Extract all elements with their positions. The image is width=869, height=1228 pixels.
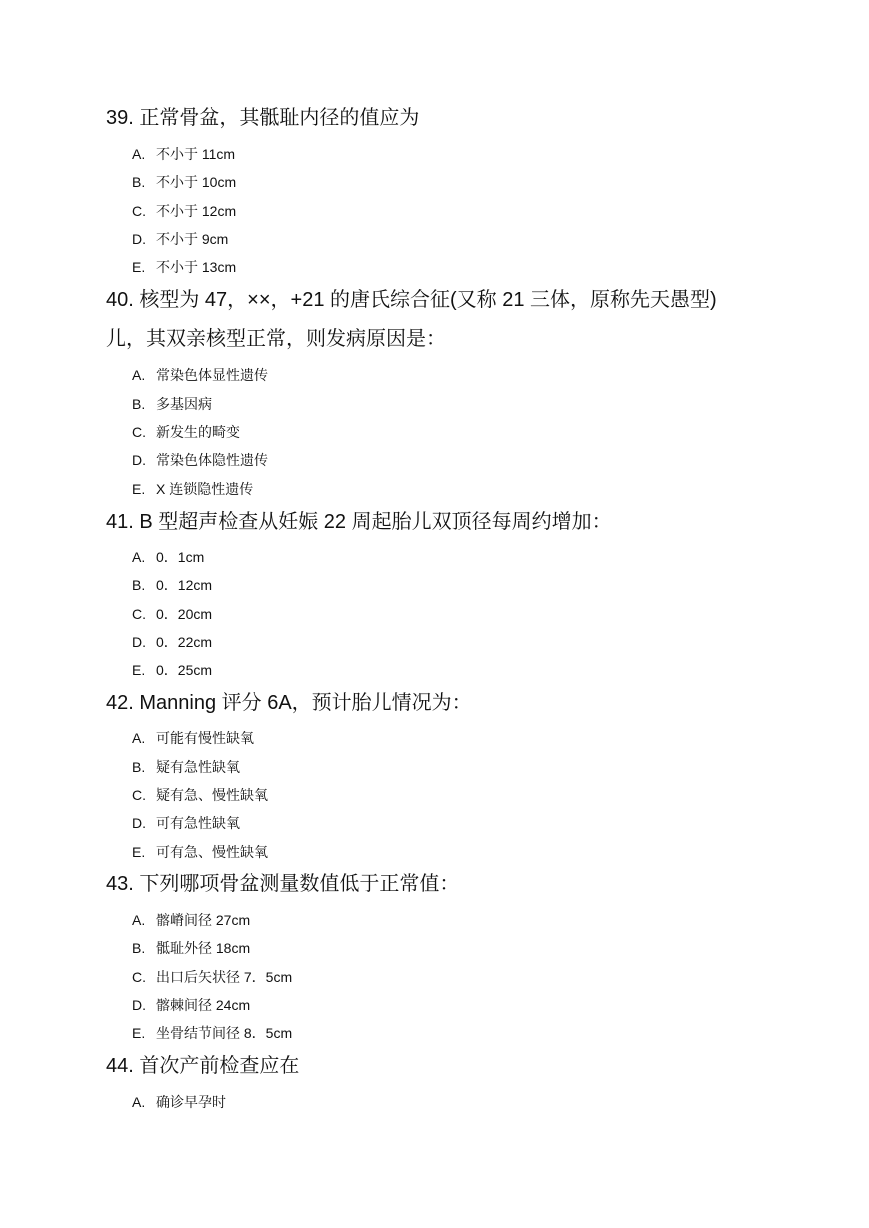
option-text: 常染色体隐性遗传: [156, 452, 268, 468]
question-text: 40. 核型为 47，××，+21 的唐氏综合征(又称 21 三体，原称先天愚型): [106, 289, 717, 311]
option-letter: D.: [132, 815, 146, 831]
option-text: 常染色体显性遗传: [156, 367, 268, 383]
option-letter: A.: [132, 912, 146, 928]
option-d: [132, 230, 228, 248]
option-text: 不小于 12cm: [156, 203, 237, 219]
option-c: [132, 202, 236, 220]
option-e: [132, 661, 212, 679]
option-text: 多基因病: [156, 396, 212, 412]
option-d: [132, 451, 268, 469]
option-letter: E.: [132, 481, 146, 497]
option-e: [132, 258, 236, 276]
question-text: 41. B 型超声检查从妊娠 22 周起胎儿双顶径每周约增加：: [106, 511, 612, 533]
option-text: 坐骨结节间径 8．5cm: [156, 1025, 293, 1041]
option-letter: E.: [132, 259, 146, 275]
option-letter: A.: [132, 146, 146, 162]
option-e: [132, 480, 253, 498]
option-text: 确诊早孕时: [156, 1094, 226, 1110]
option-b: [132, 173, 236, 191]
option-letter: C.: [132, 424, 146, 440]
option-d: [132, 814, 240, 832]
option-d: [132, 996, 250, 1014]
option-letter: A.: [132, 549, 146, 565]
option-a: [132, 145, 235, 163]
option-b: [132, 758, 240, 776]
option-letter: C.: [132, 203, 146, 219]
option-a: [132, 548, 204, 566]
option-e: [132, 843, 268, 861]
option-text: 0．20cm: [156, 606, 213, 622]
option-text: 疑有急性缺氧: [156, 759, 240, 775]
option-text: 骶耻外径 18cm: [156, 940, 251, 956]
option-letter: C.: [132, 606, 146, 622]
option-letter: B.: [132, 577, 146, 593]
option-text: 不小于 10cm: [156, 174, 237, 190]
option-c: [132, 786, 268, 804]
question-text: 44. 首次产前检查应在: [106, 1055, 300, 1077]
option-text: X 连锁隐性遗传: [156, 481, 254, 497]
option-letter: E.: [132, 1025, 146, 1041]
option-text: 0．1cm: [156, 549, 205, 565]
option-text: 疑有急、慢性缺氧: [156, 787, 268, 803]
option-text: 可有急、慢性缺氧: [156, 844, 268, 860]
option-letter: B.: [132, 396, 146, 412]
option-text: 可能有慢性缺氧: [156, 730, 254, 746]
option-b: [132, 395, 212, 413]
option-text: 不小于 9cm: [156, 231, 229, 247]
option-a: [132, 911, 250, 929]
option-letter: A.: [132, 367, 146, 383]
option-letter: E.: [132, 662, 146, 678]
option-letter: D.: [132, 452, 146, 468]
option-letter: D.: [132, 634, 146, 650]
option-b: [132, 576, 212, 594]
option-letter: B.: [132, 759, 146, 775]
option-letter: B.: [132, 174, 146, 190]
option-text: 0．22cm: [156, 634, 213, 650]
option-letter: D.: [132, 231, 146, 247]
option-letter: C.: [132, 969, 146, 985]
option-c: [132, 968, 292, 986]
option-text: 0．25cm: [156, 662, 213, 678]
option-letter: B.: [132, 940, 146, 956]
option-a: [132, 1093, 226, 1111]
option-letter: A.: [132, 1094, 146, 1110]
option-c: [132, 605, 212, 623]
question-text: 42. Manning 评分 6A，预计胎儿情况为：: [106, 692, 472, 714]
option-text: 不小于 11cm: [156, 146, 236, 162]
option-letter: A.: [132, 730, 146, 746]
question-text-continued: 儿，其双亲核型正常，则发病原因是：: [106, 328, 446, 350]
option-a: [132, 366, 268, 384]
option-b: [132, 939, 250, 957]
option-text: 0．12cm: [156, 577, 213, 593]
option-letter: D.: [132, 997, 146, 1013]
option-d: [132, 633, 212, 651]
option-text: 出口后矢状径 7．5cm: [156, 969, 293, 985]
question-text: 43. 下列哪项骨盆测量数值低于正常值：: [106, 873, 460, 895]
option-a: [132, 729, 254, 747]
question-text: 39. 正常骨盆，其骶耻内径的值应为: [106, 107, 420, 129]
option-text: 髂嵴间径 27cm: [156, 912, 251, 928]
option-letter: C.: [132, 787, 146, 803]
option-text: 新发生的畸变: [156, 424, 240, 440]
option-text: 髂棘间径 24cm: [156, 997, 251, 1013]
option-text: 不小于 13cm: [156, 259, 237, 275]
option-letter: E.: [132, 844, 146, 860]
option-text: 可有急性缺氧: [156, 815, 240, 831]
option-c: [132, 423, 240, 441]
option-e: [132, 1024, 292, 1042]
